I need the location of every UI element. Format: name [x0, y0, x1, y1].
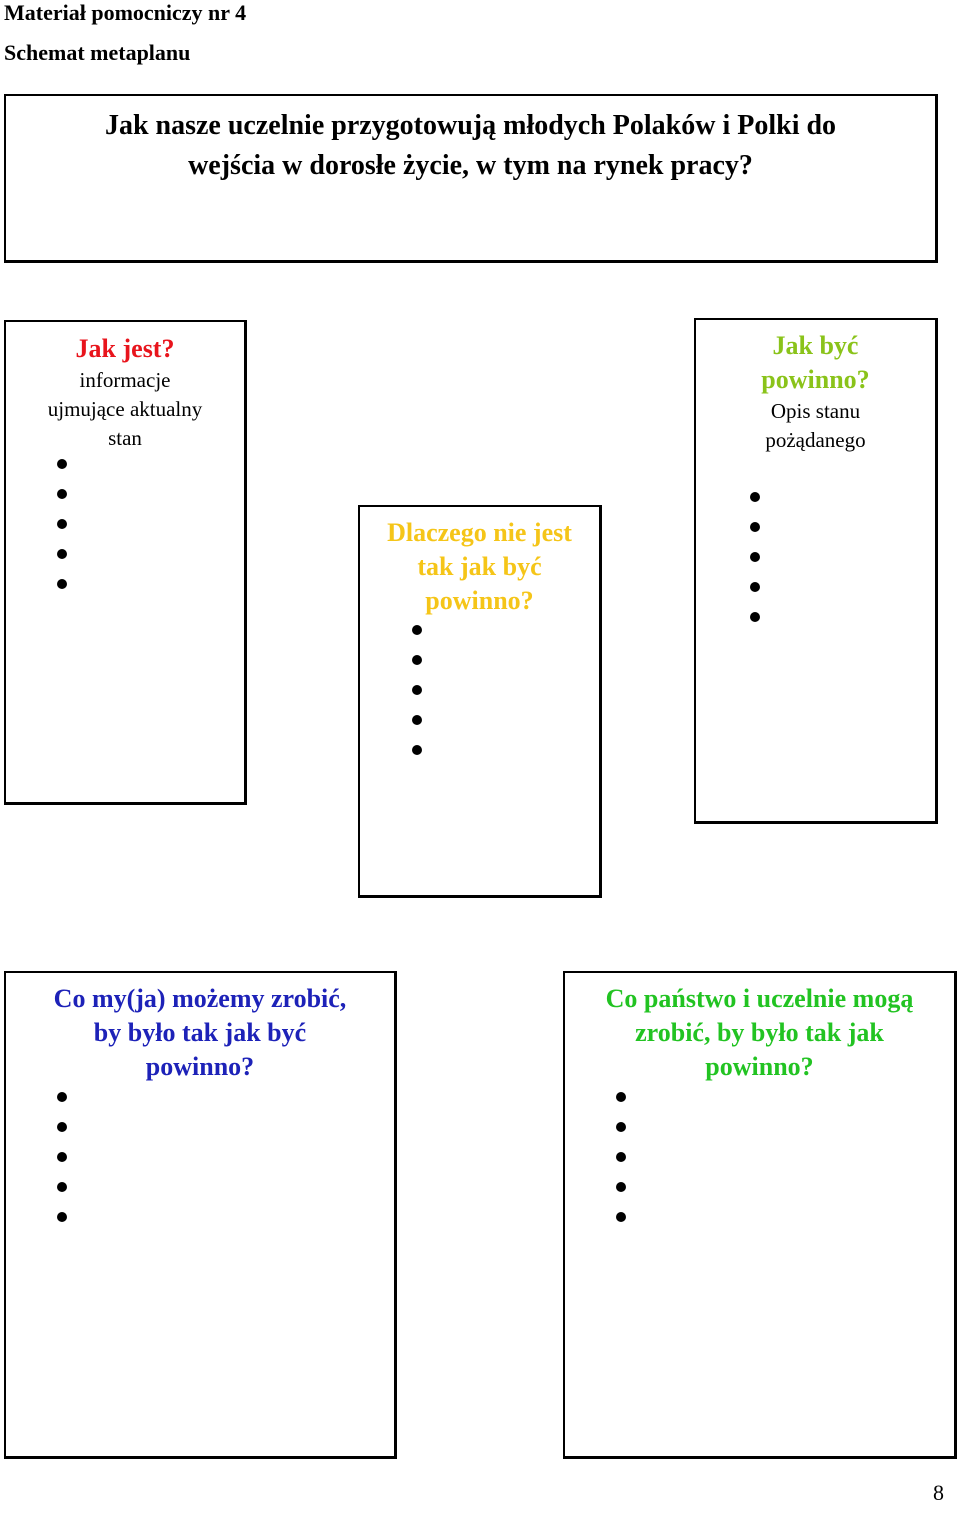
bullet-icon [616, 1122, 626, 1132]
bullet-icon [57, 519, 67, 529]
we-can-box [4, 971, 397, 1459]
current-state-sub3: stan [108, 426, 142, 450]
we-can-title-line2: by było tak jak być [93, 1018, 307, 1047]
bullet-icon [57, 579, 67, 589]
bullet-icon [750, 522, 760, 532]
should-be-title-line2: powinno? [761, 365, 870, 394]
page-number: 8 [933, 1480, 944, 1505]
why-bullets [412, 625, 422, 775]
current-state-sub2: ujmujące aktualny [47, 397, 203, 421]
main-question-line1: Jak nasze uczelnie przygotowują młodych Polaków i Polki do [104, 110, 837, 141]
why-title-line3: powinno? [425, 586, 534, 615]
bullet-icon [750, 552, 760, 562]
state-can-bullets [616, 1092, 626, 1242]
should-be-sub1: Opis stanu [770, 399, 861, 423]
bullet-icon [750, 582, 760, 592]
main-question-box [4, 94, 938, 263]
bullet-icon [412, 745, 422, 755]
bullet-icon [616, 1152, 626, 1162]
bullet-icon [57, 1122, 67, 1132]
doc-subtitle: Schemat metaplanu [4, 40, 191, 65]
bullet-icon [616, 1092, 626, 1102]
we-can-title-line1: Co my(ja) możemy zrobić, [53, 984, 347, 1013]
why-title-line1: Dlaczego nie jest [387, 518, 572, 547]
bullet-icon [412, 685, 422, 695]
state-can-title-line3: powinno? [705, 1052, 814, 1081]
bullet-icon [57, 1182, 67, 1192]
bullet-icon [616, 1182, 626, 1192]
bullet-icon [750, 492, 760, 502]
should-be-sub2: pożądanego [765, 428, 866, 452]
doc-label: Materiał pomocniczy nr 4 [4, 0, 247, 25]
bullet-icon [57, 1152, 67, 1162]
state-can-title-line2: zrobić, by było tak jak [635, 1018, 884, 1047]
bullet-icon [57, 489, 67, 499]
bullet-icon [412, 625, 422, 635]
state-can-title-line1: Co państwo i uczelnie mogą [605, 984, 914, 1013]
current-state-bullets [57, 459, 67, 609]
we-can-title-line3: powinno? [145, 1052, 255, 1081]
bullet-icon [616, 1212, 626, 1222]
why-title-line2: tak jak być [417, 552, 542, 581]
current-state-sub1: informacje [79, 368, 171, 392]
should-be-box [694, 318, 938, 824]
bullet-icon [412, 715, 422, 725]
should-be-title-line1: Jak być [772, 331, 859, 360]
we-can-bullets [57, 1092, 67, 1242]
bullet-icon [57, 1092, 67, 1102]
should-be-bullets [750, 492, 760, 642]
main-question-line2: wejścia w dorosłe życie, w tym na rynek pracy? [188, 150, 753, 181]
bullet-icon [412, 655, 422, 665]
bullet-icon [57, 459, 67, 469]
why-box [358, 505, 602, 898]
bullet-icon [57, 1212, 67, 1222]
current-state-box [4, 320, 247, 805]
current-state-title: Jak jest? [75, 334, 175, 363]
bullet-icon [750, 612, 760, 622]
bullet-icon [57, 549, 67, 559]
state-can-box [563, 971, 957, 1459]
